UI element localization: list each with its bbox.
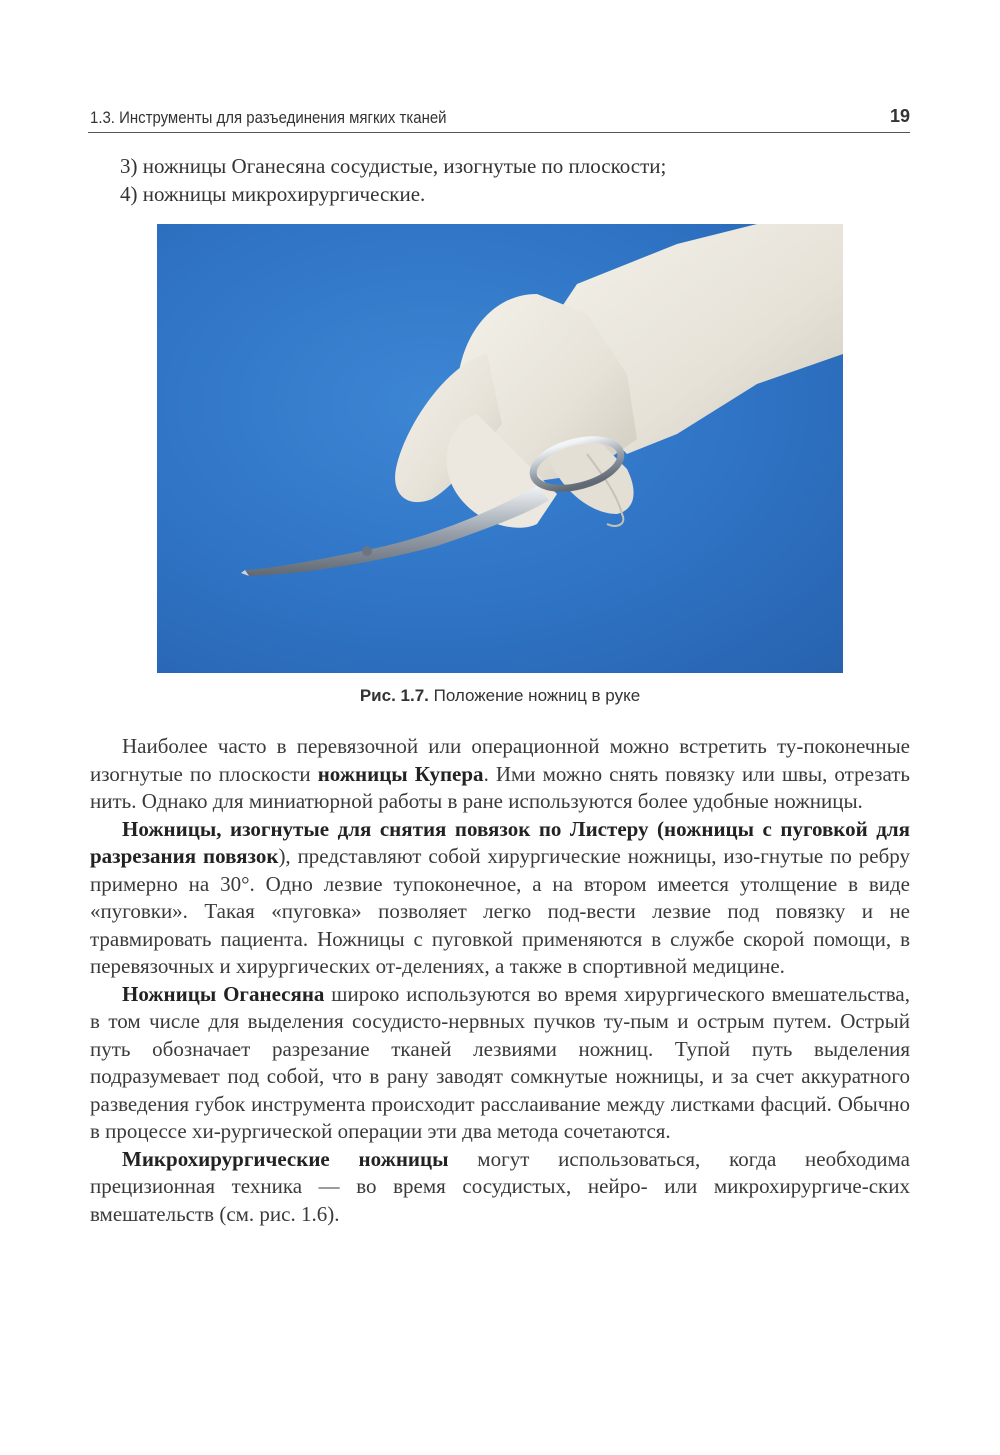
body-text [90, 733, 910, 1228]
text-run: . Ими можно снять повязку или швы, отрезать нить. Однако для миниатюрной работы в ране используются более удобные ножницы. [90, 761, 910, 813]
bold-term: Ножницы Оганесяна [122, 981, 325, 1006]
bold-term: Ножницы, изогнутые для снятия повязок по Листеру (ножницы с пуговкой для разрезания повязок [90, 816, 910, 868]
paragraph [90, 981, 910, 1146]
gloved-hand-with-scissors-image [157, 224, 843, 673]
paragraph [90, 1146, 910, 1229]
page-number: 19 [889, 106, 910, 126]
paragraph [90, 733, 910, 816]
text-run: широко используются во время хирургического вмешательства, в том числе для выделения сосудисто-нервных пучков ту-пым и острым путем. Острый путь обозначает разрезание тканей лезвиями ножниц. Тупой путь выделения подразумевает под собой, что в рану заводят сомкнутые ножницы, и за счет аккуратного разведения губок инструмента происходит расслаивание между листками фасций. Обычно в процессе хи-рургической операции эти два метода сочетаются. [90, 981, 911, 1143]
text-run: Наиболее часто в перевязочной или операционной можно встретить ту-поконечные изогнутые по плоскости [90, 734, 910, 786]
text-run: ), представляют собой хирургические ножницы, изо-гнутые по ребру примерно на 30°. Одно лезвие тупоконечное, а на втором имеется утолщение в виде «пуговки». Такая «пуговка» позволяет легко под-вести лезвие под повязку и не травмировать пациента. Ножницы с пуговкой применяются в службе скорой помощи, в перевязочных и хирургических от-делениях, а также в спортивной медицине. [90, 844, 910, 978]
list-item: 3) ножницы Оганесяна сосудистые, изогнутые по плоскости; [120, 154, 667, 178]
bold-term: ножницы Купера [317, 761, 484, 786]
caption-text: Положение ножниц в руке [428, 686, 641, 705]
section-title: 1.3. Инструменты для разъединения мягких тканей [90, 108, 447, 127]
paragraph [90, 816, 910, 981]
running-header [88, 104, 910, 133]
list-item: 4) ножницы микрохирургические. [120, 182, 426, 206]
text-run: могут использоваться, когда необходима прецизионная техника — во время сосудистых, нейро- или микрохирургиче-ских вмешательств (см. рис. 1.6). [90, 1146, 910, 1226]
figure-caption [0, 686, 1000, 706]
caption-label: Рис. 1.7. [359, 686, 429, 705]
instrument-list [120, 152, 910, 208]
bold-term: Микрохирургические ножницы [122, 1146, 449, 1171]
figure-photo [157, 224, 843, 673]
